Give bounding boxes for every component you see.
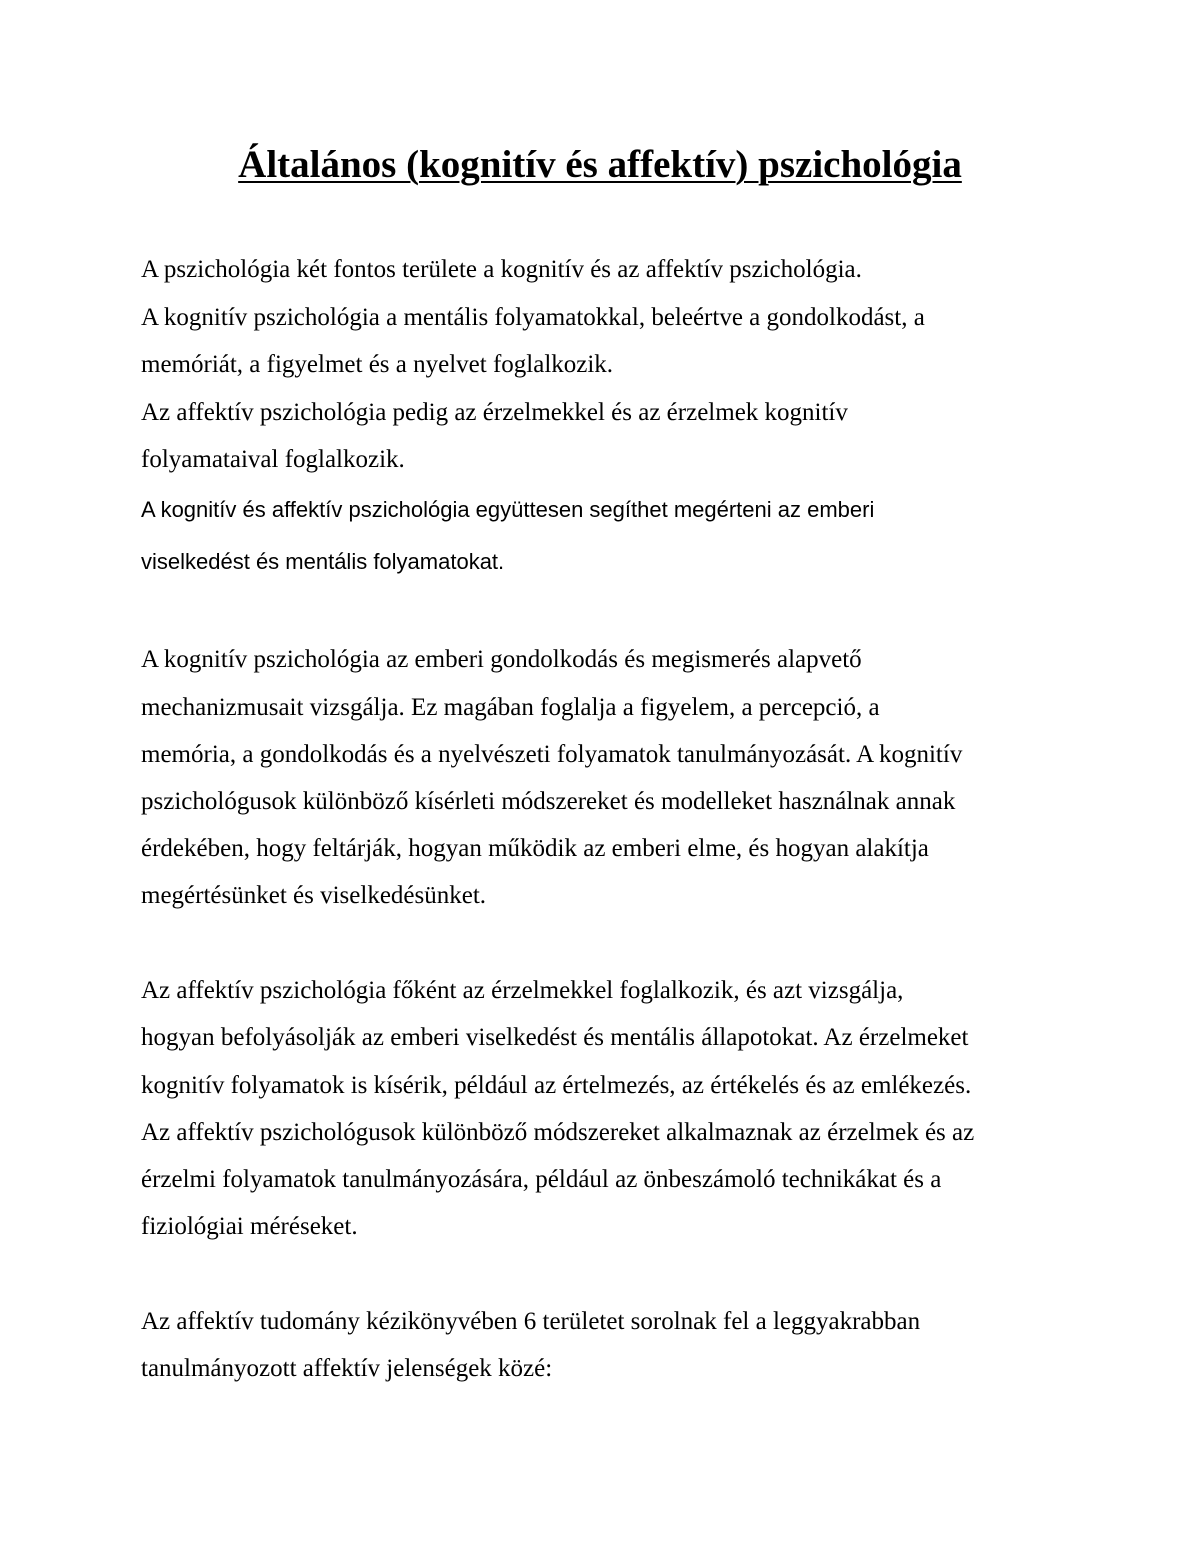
- handbook-paragraph-line: tanulmányozott affektív jelenségek közé:: [141, 1355, 553, 1382]
- intro-line: Az affektív pszichológia pedig az érzelmekkel és az érzelmek kognitív: [141, 399, 848, 426]
- intro-line: viselkedést és mentális folyamatokat.: [141, 549, 505, 574]
- affective-paragraph-line: hogyan befolyásolják az emberi viselkedést és mentális állapotokat. Az érzelmeket: [141, 1024, 969, 1051]
- intro-line: folyamataival foglalkozik.: [141, 446, 405, 473]
- affective-paragraph-line: fiziológiai méréseket.: [141, 1213, 358, 1240]
- intro-line: A pszichológia két fontos területe a kognitív és az affektív pszichológia.: [141, 256, 862, 283]
- cognitive-paragraph-line: memória, a gondolkodás és a nyelvészeti folyamatok tanulmányozását. A kognitív: [141, 741, 963, 768]
- affective-paragraph-line: Az affektív pszichológusok különböző módszereket alkalmaznak az érzelmek és az: [141, 1119, 975, 1146]
- handbook-paragraph-line: Az affektív tudomány kézikönyvében 6 területet sorolnak fel a leggyakrabban: [141, 1308, 921, 1335]
- affective-paragraph-line: érzelmi folyamatok tanulmányozására, például az önbeszámoló technikákat és a: [141, 1166, 942, 1193]
- cognitive-paragraph-line: mechanizmusait vizsgálja. Ez magában foglalja a figyelem, a percepció, a: [141, 694, 880, 721]
- cognitive-paragraph-line: érdekében, hogy feltárják, hogyan működik az emberi elme, és hogyan alakítja: [141, 835, 929, 862]
- intro-line: A kognitív és affektív pszichológia együttesen segíthet megérteni az emberi: [141, 497, 875, 522]
- intro-line: memóriát, a figyelmet és a nyelvet foglalkozik.: [141, 351, 614, 378]
- intro-line: A kognitív pszichológia a mentális folyamatokkal, beleértve a gondolkodást, a: [141, 304, 925, 331]
- affective-paragraph-line: Az affektív pszichológia főként az érzelmekkel foglalkozik, és azt vizsgálja,: [141, 977, 904, 1004]
- cognitive-paragraph-line: pszichológusok különböző kísérleti módszereket és modelleket használnak annak: [141, 788, 956, 815]
- affective-paragraph-line: kognitív folyamatok is kísérik, például az értelmezés, az értékelés és az emlékezés.: [141, 1072, 972, 1099]
- cognitive-paragraph-line: A kognitív pszichológia az emberi gondolkodás és megismerés alapvető: [141, 646, 862, 673]
- document-title: Általános (kognitív és affektív) pszichológia: [238, 143, 962, 186]
- cognitive-paragraph-line: megértésünket és viselkedésünket.: [141, 882, 487, 909]
